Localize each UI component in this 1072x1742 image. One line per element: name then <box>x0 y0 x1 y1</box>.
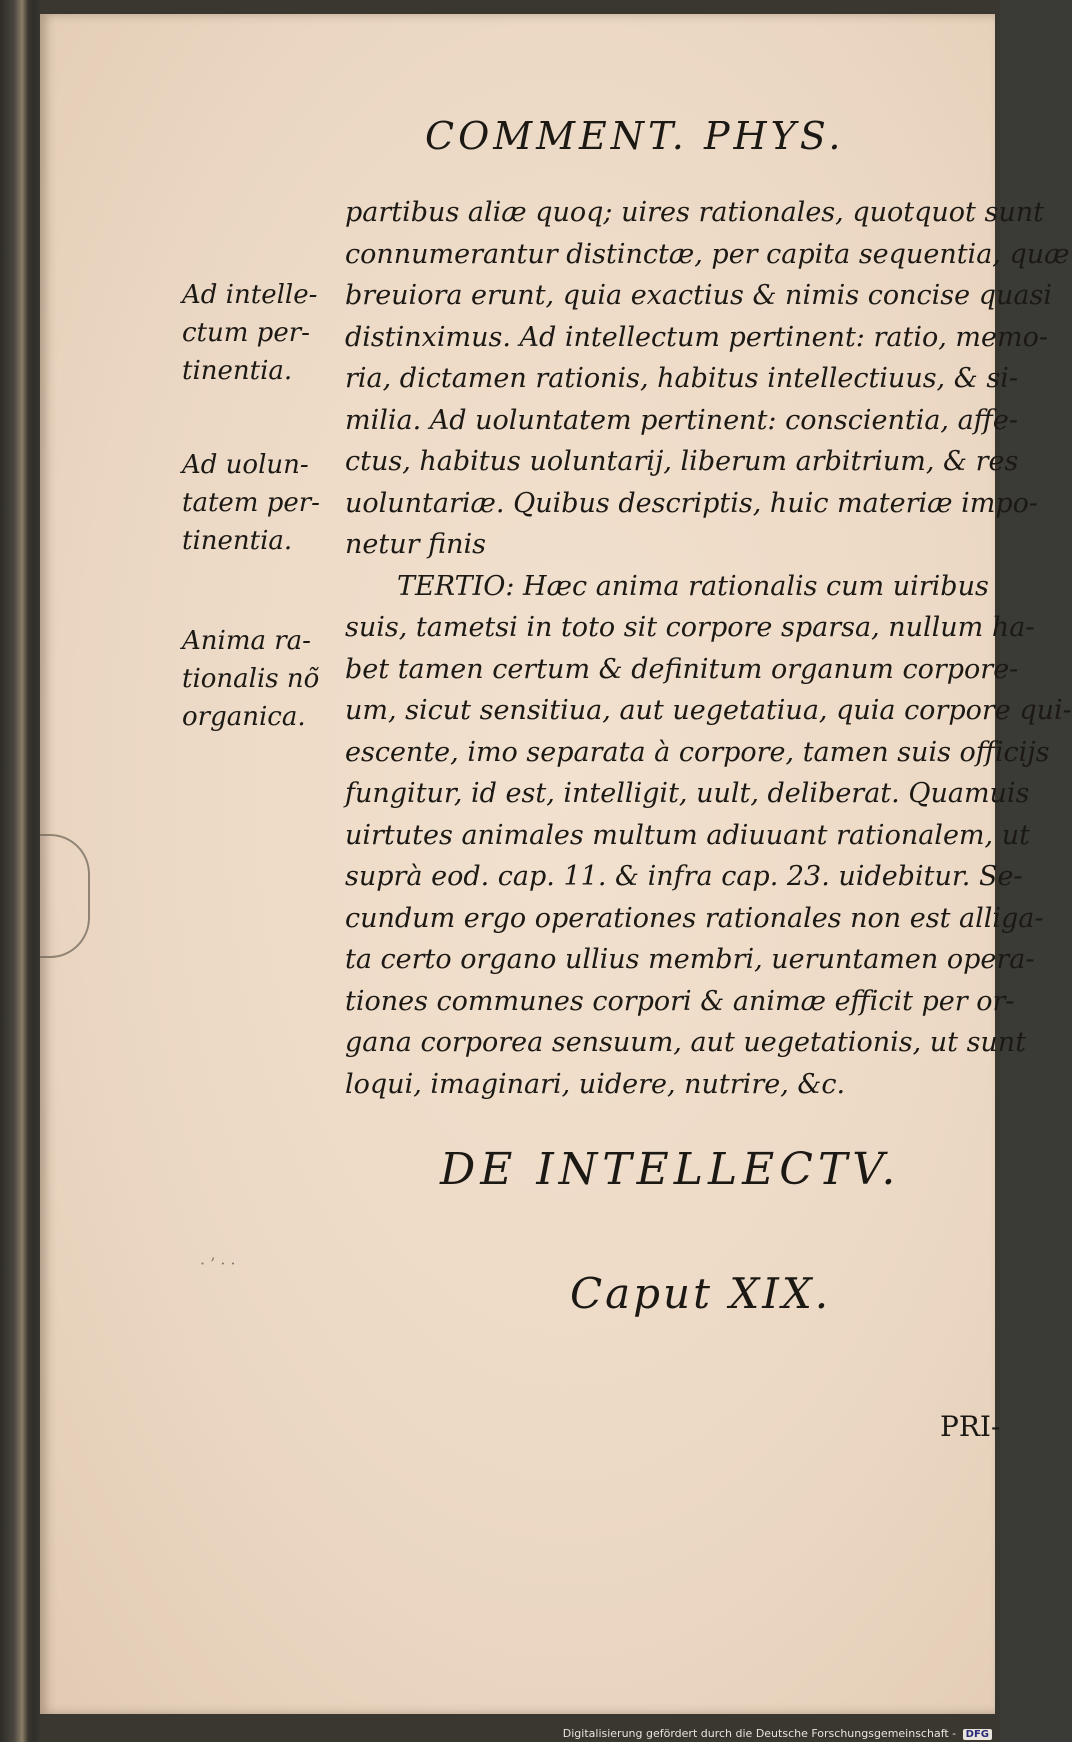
text-line: ria, dictamen rationis, habitus intellectiuus, & si- <box>345 363 1018 394</box>
chapter-number: Caput XIX. <box>570 1269 832 1318</box>
text-line: partibus aliæ quoq; uires rationales, quotquot sunt <box>345 197 1044 228</box>
text-line: bet tamen certum & definitum organum corpore- <box>345 653 1019 685</box>
paragraph-start-line: TERTIO: Hæc anima rationalis cum uiribus <box>397 570 989 602</box>
margin-note-line: Ad intelle- <box>182 280 318 310</box>
text-line: ctus, habitus uoluntarij, liberum arbitrium, & res <box>345 446 1019 477</box>
text-line: milia. Ad uoluntatem pertinent: conscientia, affe- <box>345 404 1018 436</box>
text-line: tiones communes corpori & animæ efficit per or- <box>345 985 1015 1017</box>
body-text <box>345 192 1072 1105</box>
catchword: PRI- <box>940 1410 1001 1443</box>
margin-note-line: Ad uolun- <box>182 450 309 480</box>
digitization-credit <box>563 1727 992 1740</box>
page-fold-edge <box>40 834 90 958</box>
text-line: ta certo organo ullius membri, ueruntamen opera- <box>345 944 1035 975</box>
text-line: netur finis <box>345 529 486 560</box>
margin-note-will <box>182 446 342 560</box>
text-line: distinximus. Ad intellectum pertinent: ratio, memo- <box>345 321 1048 353</box>
margin-note-line: tionalis nõ <box>182 664 320 694</box>
text-line: suprà eod. cap. 11. & infra cap. 23. uidebitur. Se- <box>345 861 1023 892</box>
text-line: um, sicut sensitiua, aut uegetatiua, quia corpore qui- <box>345 695 1072 726</box>
text-line: cundum ergo operationes rationales non est alliga- <box>345 902 1044 934</box>
text-line: suis, tametsi in toto sit corpore sparsa, nullum ha- <box>345 612 1035 643</box>
text-line: escente, imo separata à corpore, tamen suis officijs <box>345 736 1050 768</box>
dfg-logo-icon: DFG <box>963 1729 992 1740</box>
text-line: gana corporea sensuum, aut uegetationis, ut sunt <box>345 1027 1027 1058</box>
margin-note-line: tinentia. <box>182 526 293 556</box>
margin-note-line: organica. <box>182 702 306 732</box>
margin-note-line: Anima ra- <box>182 626 311 656</box>
text-line: loqui, imaginari, uidere, nutrire, &c. <box>345 1068 846 1100</box>
margin-note-line: tatem per- <box>182 488 320 518</box>
margin-note-line: tinentia. <box>182 356 293 386</box>
text-line: uirtutes animales multum adiuuant rationalem, ut <box>345 819 1030 851</box>
book-page <box>40 14 1072 1714</box>
text-line: uoluntariæ. Quibus descriptis, huic materiæ impo- <box>345 487 1038 519</box>
margin-note-line: ctum per- <box>182 318 310 348</box>
margin-note-intellect <box>182 276 342 390</box>
chapter-heading: DE INTELLECTV. <box>440 1144 901 1195</box>
running-head: COMMENT. PHYS. <box>425 114 845 158</box>
ink-smudge: · ’ · · <box>200 1254 236 1273</box>
credit-text: Digitalisierung gefördert durch die Deutsche Forschungsgemeinschaft - <box>562 1727 957 1740</box>
margin-note-rational-soul <box>182 622 342 736</box>
text-line: connumerantur distinctæ, per capita sequentia, quæ <box>345 238 1070 270</box>
text-line: fungitur, id est, intelligit, uult, deliberat. Quamuis <box>345 778 1030 809</box>
text-line: breuiora erunt, quia exactius & nimis concise quasi <box>345 280 1052 311</box>
